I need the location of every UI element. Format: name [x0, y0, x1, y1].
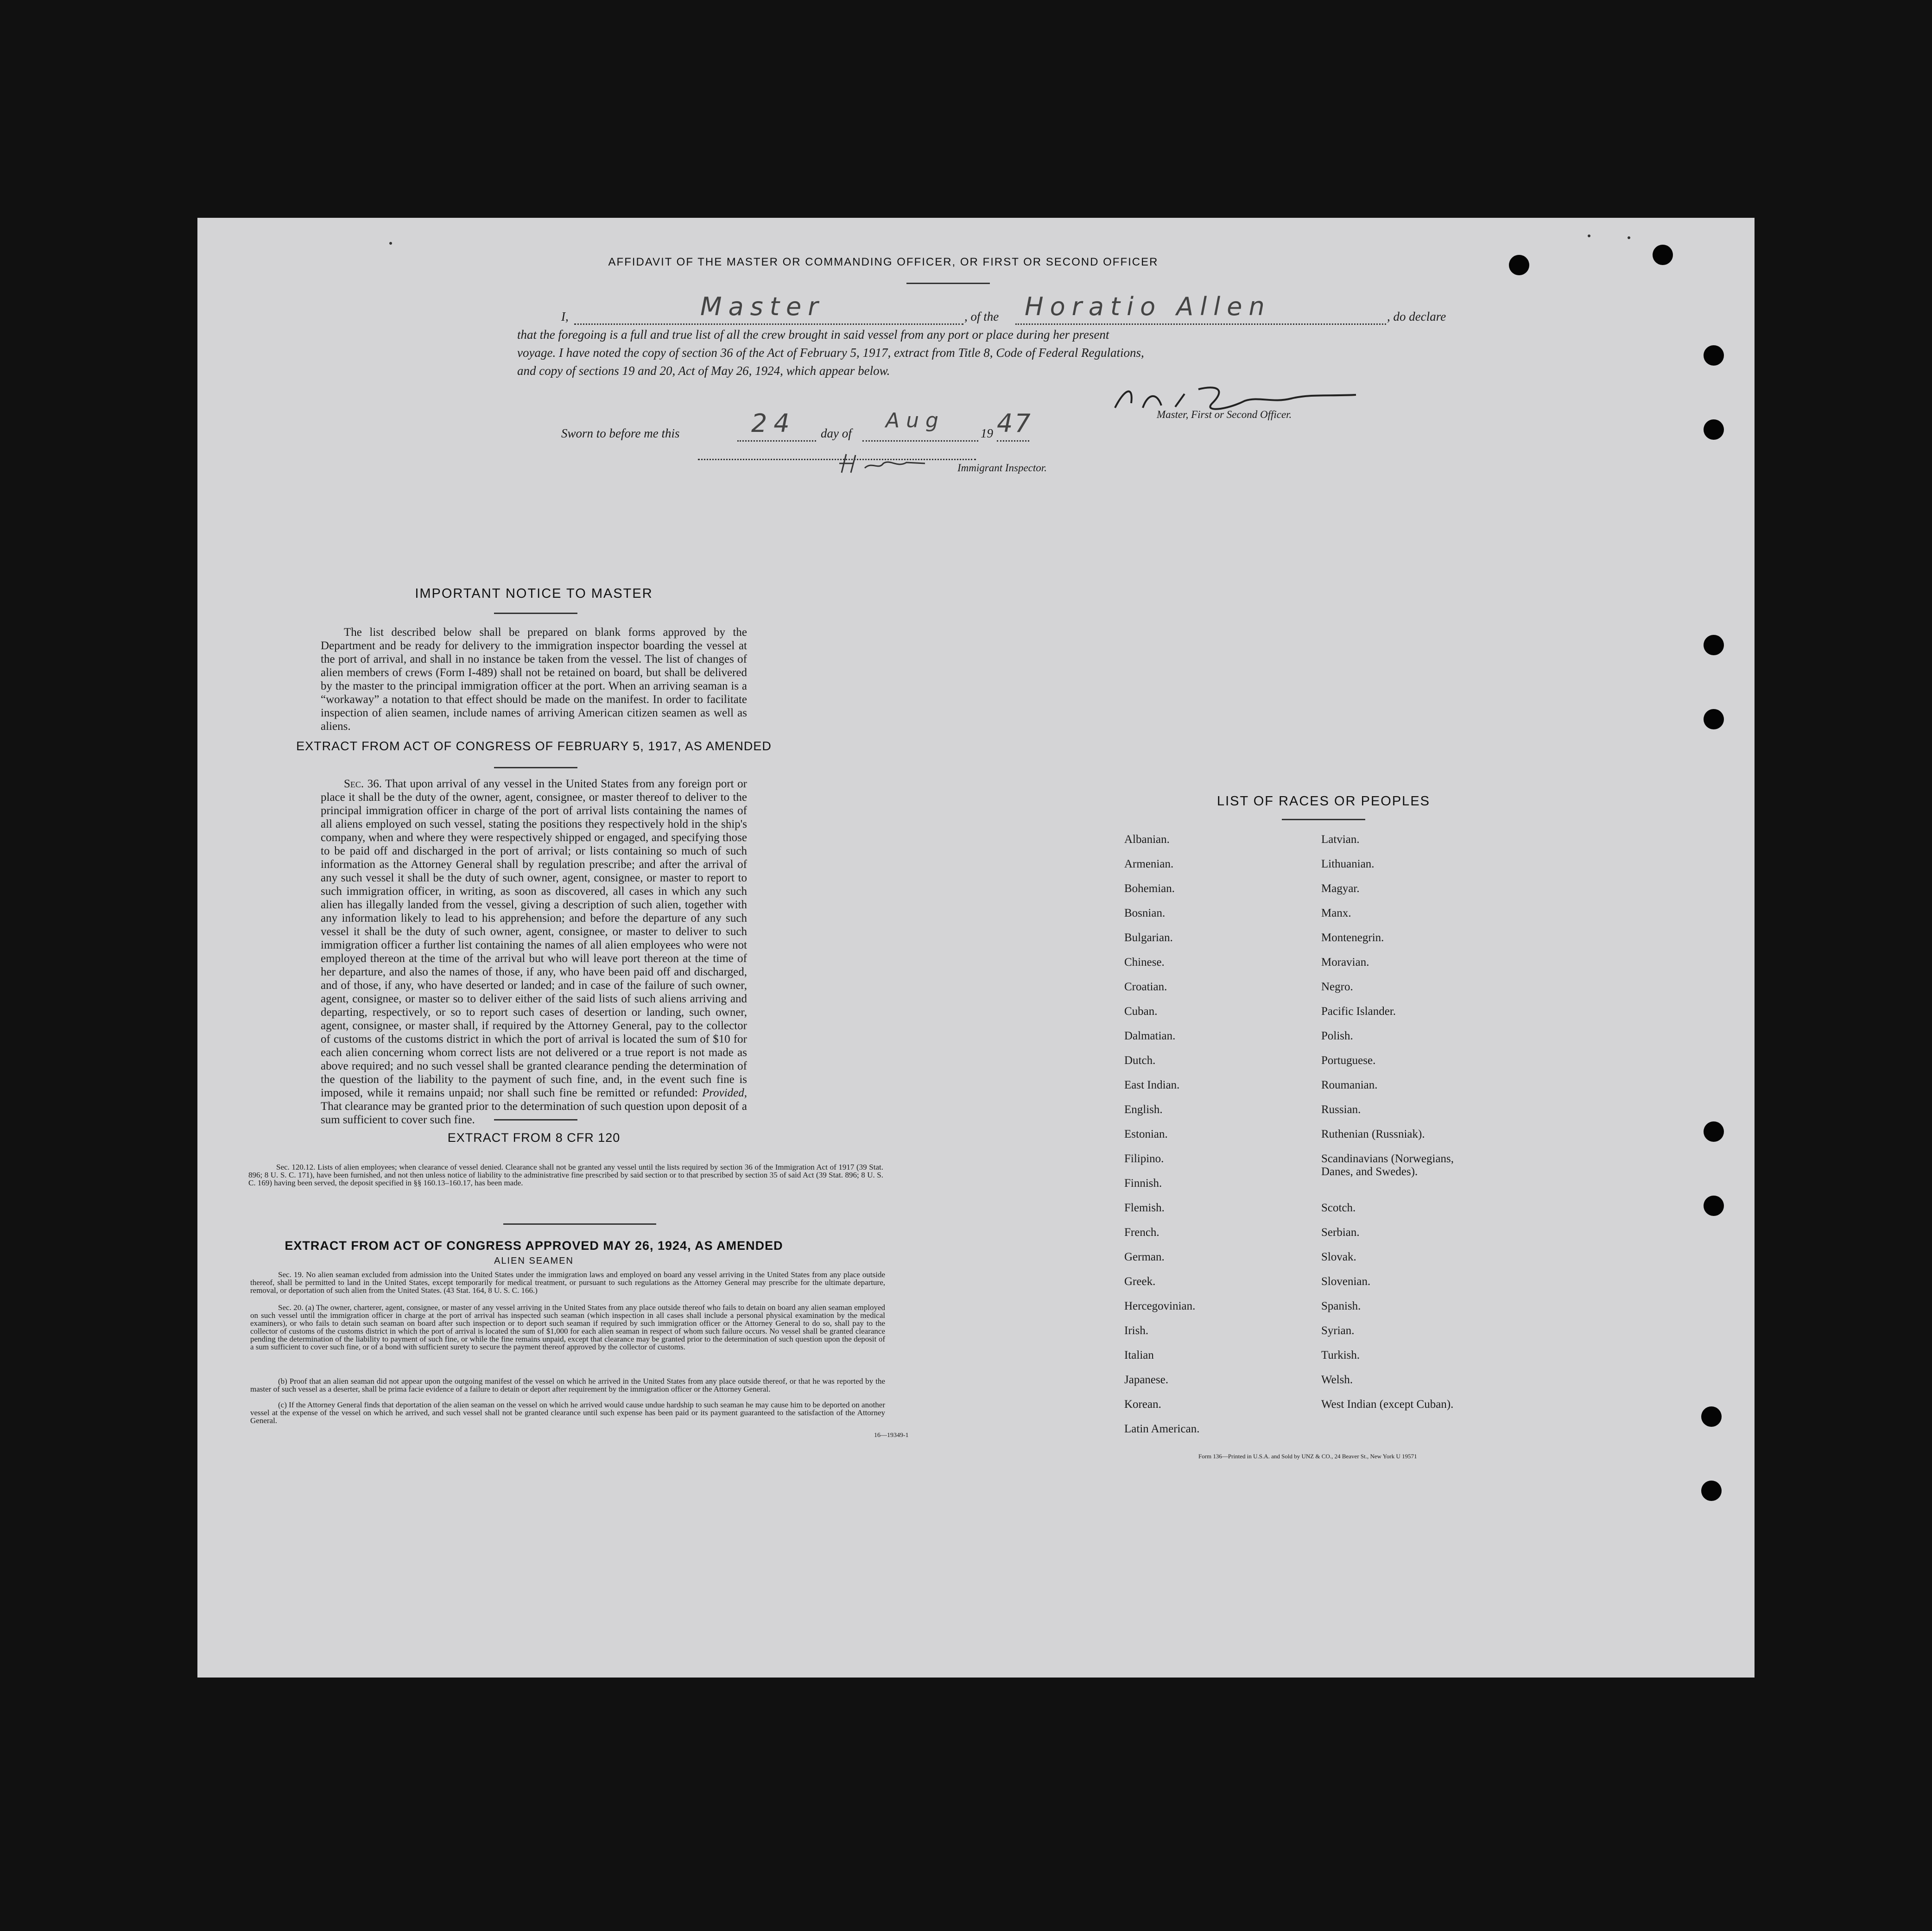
sworn-label: Sworn to before me this: [561, 426, 680, 440]
inspector-caption: Immigrant Inspector.: [957, 462, 1047, 474]
cfr-title: EXTRACT FROM 8 CFR 120: [447, 1131, 621, 1145]
race-item: Dutch.: [1124, 1054, 1156, 1067]
race-item: Spanish.: [1321, 1300, 1361, 1312]
punch-hole: [1704, 419, 1724, 440]
races-title: LIST OF RACES OR PEOPLES: [1216, 794, 1431, 809]
race-item: Roumanian.: [1321, 1079, 1378, 1091]
punch-hole: [1704, 1196, 1724, 1216]
vessel-handwritten: Horatio Allen: [1025, 292, 1271, 321]
race-item: French.: [1124, 1226, 1159, 1239]
race-item: English.: [1124, 1103, 1163, 1116]
race-item: Dalmatian.: [1124, 1030, 1176, 1042]
race-item: West Indian (except Cuban).: [1321, 1398, 1454, 1411]
race-item: Bosnian.: [1124, 907, 1166, 919]
form-code: 16—19349-1: [874, 1432, 909, 1439]
act-1924-title: EXTRACT FROM ACT OF CONGRESS APPROVED MAY 26, 1924, AS AMENDED: [285, 1239, 783, 1253]
race-item: Filipino.: [1124, 1152, 1164, 1165]
race-item: Chinese.: [1124, 956, 1165, 969]
race-item: Slovenian.: [1321, 1275, 1371, 1288]
race-item: Hercegovinian.: [1124, 1300, 1196, 1312]
officer-handwritten: Master: [700, 292, 825, 321]
specks: [389, 242, 392, 245]
race-item: Finnish.: [1124, 1177, 1162, 1190]
notice-title: IMPORTANT NOTICE TO MASTER: [415, 586, 653, 601]
provided-label: Provided,: [702, 1087, 747, 1099]
race-item: Irish.: [1124, 1324, 1149, 1337]
sworn-day: 24: [751, 409, 796, 438]
race-item: Flemish.: [1124, 1202, 1165, 1214]
race-item: Bulgarian.: [1124, 931, 1173, 944]
race-item: Armenian.: [1124, 858, 1174, 870]
punch-hole: [1704, 635, 1724, 655]
of-the-label: , of the: [964, 310, 999, 323]
race-item: Cuban.: [1124, 1005, 1158, 1018]
affidavit-line1: [561, 292, 1581, 329]
race-item: Magyar.: [1321, 882, 1360, 895]
year-prefix: 19: [981, 426, 993, 440]
race-item: Polish.: [1321, 1030, 1353, 1042]
form-footer: Form 136—Printed in U.S.A. and Sold by UNZ & CO., 24 Beaver St., New York U 19571: [1198, 1453, 1417, 1460]
punch-hole: [1701, 1406, 1722, 1427]
inspector-signature: [837, 450, 930, 477]
punch-hole: [1704, 345, 1724, 366]
race-item: Ruthenian (Russniak).: [1321, 1128, 1425, 1140]
sec-19-text: Sec. 19. No alien seaman excluded from admission into the United States under the immigration laws and employed on board any vessel arriving in the United States from any place outside thereof, shall be permitted to land in the United States, except temporarily for medical treatment, or pursuant to such regulations as the Attorney General may prescribe for the ultimate departure, removal, or deportation of such alien from the United States. (43 Stat. 164, 8 U. S. C. 166.): [250, 1270, 885, 1295]
sec-20a-text: Sec. 20. (a) The owner, charterer, agent, consignee, or master of any vessel arriving in the United States from any place outside thereof who fails to detain on board any alien seaman employed on such vessel until the immigration officer in charge at the port of arrival has inspected such seaman (which inspection in all cases shall include a personal physical examination by the medical examiners), or who fails to detain such seaman on board after such inspection or to deport such seaman if required by such immigration officer or the Attorney General to do so, shall pay to the collector of customs of the customs district in which the port of arrival is located the sum of $1,000 for each alien seaman in respect of whom such failure occurs. No vessel shall be granted clearance pending the determination of the liability to payment of such fine, or while the fine remains unpaid, except that clearance may be granted prior to the determination of such question upon the deposit of a sum sufficient to cover such fine, or of a bond with sufficient surety to secure the payment thereof approved by the collector of customs.: [250, 1303, 885, 1351]
sworn-month: Aug: [886, 409, 945, 432]
punch-hole: [1704, 709, 1724, 729]
race-item: Syrian.: [1321, 1324, 1355, 1337]
cfr-text: Sec. 120.12. Lists of alien employees; when clearance of vessel denied. Clearance shall not be granted any vessel until the lists required by section 36 of the Immigration Act of 1917 (39 Stat. 896; 8 U. S. C. 171), have been furnished, and not then unless notice of liability to the administrative fine prescribed by said section or to that prescribed by section 35 of said Act (39 Stat. 896; 8 U. S. C. 169) having been served, the deposit specified in §§ 160.13–160.17, has been made.: [248, 1163, 883, 1187]
race-item: Greek.: [1124, 1275, 1156, 1288]
race-item: Portuguese.: [1321, 1054, 1376, 1067]
sec-36-end: That clearance may be granted prior to the determination of such question upon deposit of a sum sufficient to cover such fine.: [321, 1100, 747, 1126]
affidavit-title: AFFIDAVIT OF THE MASTER OR COMMANDING OFFICER, OR FIRST OR SECOND OFFICER: [608, 256, 1159, 268]
punch-hole: [1509, 255, 1529, 275]
race-item: Pacific Islander.: [1321, 1005, 1396, 1018]
act-1924-subtitle: ALIEN SEAMEN: [494, 1256, 574, 1266]
specks: [1588, 234, 1590, 237]
race-item: Turkish.: [1321, 1349, 1360, 1361]
divider: [503, 1223, 656, 1225]
race-item: Japanese.: [1124, 1374, 1169, 1386]
divider: [494, 613, 577, 614]
race-item: East Indian.: [1124, 1079, 1180, 1091]
race-item: Korean.: [1124, 1398, 1161, 1411]
race-item: German.: [1124, 1251, 1165, 1263]
race-item: Latvian.: [1321, 833, 1360, 846]
affidavit-line3: voyage. I have noted the copy of section 36 of the Act of February 5, 1917, extract from Title 8, Code of Federal Regulations,: [517, 346, 1144, 360]
sec-20c-text: (c) If the Attorney General finds that deportation of the alien seaman on the vessel on which he arrived would cause undue hardship to such seaman he may cause him to be deported on another vessel at the expense of the vessel on which he arrived, and such vessel shall not be granted clearance until such expense has been paid or its payment guaranteed to the satisfaction of the Attorney General.: [250, 1400, 885, 1425]
race-item: Italian: [1124, 1349, 1154, 1361]
affidavit-line2: that the foregoing is a full and true list of all the crew brought in said vessel from any port or place during her present: [517, 328, 1109, 342]
race-item: Slovak.: [1321, 1251, 1356, 1263]
specks: [1628, 236, 1630, 239]
race-item: Welsh.: [1321, 1374, 1353, 1386]
race-item: Croatian.: [1124, 981, 1167, 993]
race-item: Lithuanian.: [1321, 858, 1375, 870]
sec-36-body: That upon arrival of any vessel in the United States from any foreign port or place it shall be the duty of the owner, agent, consignee, or master thereof to deliver to the principal immigration officer in charge of the port of arrival lists containing the names of all aliens employed on such vessel, stating the positions they respectively hold in the ship's company, when and where they were respectively shipped or engaged, and specifying those to be paid off and discharged in the port of arrival; or lists containing so much of such information as the Attorney General shall by regulation prescribe; and after the arrival of any such vessel it shall be the duty of such owner, agent, consignee, or master to report to such immigration officer, in writing, as soon as discovered, all cases in which any such alien has illegally landed from the vessel, giving a description of such alien, together with any information likely to lead to his apprehension; and before the departure of any such vessel it shall be the duty of such owner, agent, consignee, or master to deliver to such immigration officer a further list containing the names of all alien employees who were not employed thereon at the time of the arrival but who will leave port thereon at the time of her departure, and also the names of those, if any, who have been paid off and discharged, and of those, if any, who have deserted or landed; and in case of the failure of such owner, agent, consignee, or master so to deliver either of the said lists of such aliens arriving and departing, respectively, or so to report such cases of desertion or landing, such owner, agent, consignee, or master shall, if required by the Attorney General, pay to the collector of customs of the customs district in which the port of arrival is located the sum of $10 for each alien concerning whom correct lists are not delivered or a true report is not made as above required; and no such vessel shall be granted clearance pending the determination of the question of the liability to the payment of such fine, and, in the event such fine is imposed, while it remains unpaid; nor shall such fine be remitted or refunded:: [321, 778, 747, 1099]
punch-hole: [1653, 245, 1673, 265]
do-declare-label: , do declare: [1387, 310, 1446, 323]
signature-caption: Master, First or Second Officer.: [1157, 409, 1292, 420]
divider: [1282, 819, 1365, 820]
sworn-year: 47: [997, 409, 1033, 438]
i-label: I,: [561, 310, 569, 323]
punch-hole: [1704, 1121, 1724, 1142]
divider: [494, 767, 577, 768]
sec-36-label: Sec. 36.: [344, 778, 382, 790]
race-item: Latin American.: [1124, 1423, 1200, 1435]
day-of-label: day of: [821, 426, 852, 440]
punch-hole: [1701, 1481, 1722, 1501]
affidavit-line4: and copy of sections 19 and 20, Act of May 26, 1924, which appear below.: [517, 364, 890, 378]
race-item: Montenegrin.: [1321, 931, 1384, 944]
act-1917-text: [321, 777, 747, 1127]
manifest-page: [197, 218, 1755, 1678]
race-item: Estonian.: [1124, 1128, 1168, 1140]
act-1917-title: EXTRACT FROM ACT OF CONGRESS OF FEBRUARY 5, 1917, AS AMENDED: [296, 739, 772, 753]
divider: [494, 1119, 577, 1121]
notice-text: The list described below shall be prepared on blank forms approved by the Department and be ready for delivery to the immigration inspector boarding the vessel at the port of arrival, and shall in no instance be taken from the vessel. The list of changes of alien members of crews (Form I-489) shall not be retained on board, but shall be delivered by the master to the principal immigration officer at the port. When an arriving seaman is a “workaway” a notation to that effect should be made on the manifest. In order to facilitate inspection of alien seamen, include names of arriving American citizen seamen as well as aliens.: [321, 626, 747, 733]
race-item: Serbian.: [1321, 1226, 1360, 1239]
sworn-line: [561, 409, 1117, 445]
race-item: Moravian.: [1321, 956, 1369, 969]
race-item: Bohemian.: [1124, 882, 1175, 895]
race-item: Albanian.: [1124, 833, 1170, 846]
divider: [906, 283, 990, 284]
sec-20b-text: (b) Proof that an alien seaman did not appear upon the outgoing manifest of the vessel on which he arrived in the United States from any place outside thereof, or that he was reported by the master of such vessel as a deserter, shall be prima facie evidence of a failure to detain or deport after requirement by the immigration officer or the Attorney General.: [250, 1377, 885, 1393]
race-item: Scotch.: [1321, 1202, 1356, 1214]
race-item: Russian.: [1321, 1103, 1361, 1116]
race-item: Scandinavians (Norwegians, Danes, and Swedes).: [1321, 1152, 1454, 1178]
race-item: Negro.: [1321, 981, 1353, 993]
race-item: Manx.: [1321, 907, 1351, 919]
